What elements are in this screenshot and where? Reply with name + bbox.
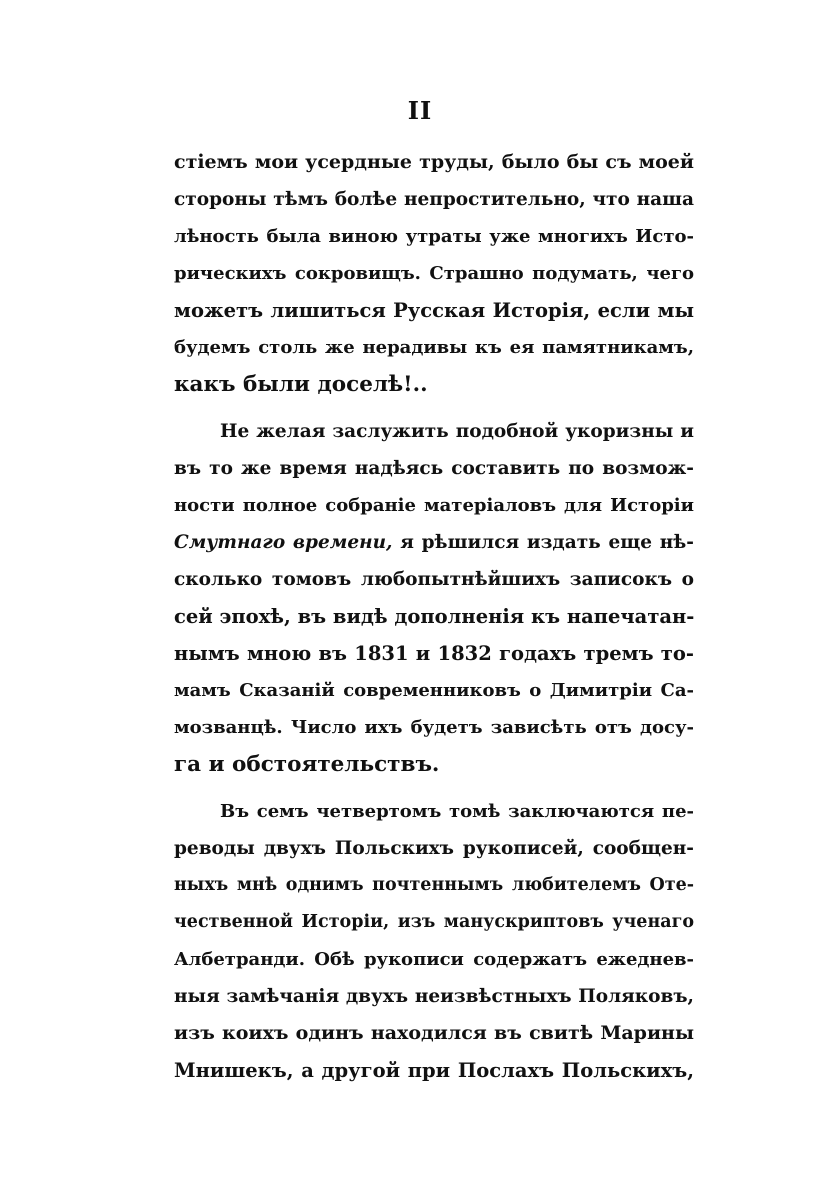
- text-line: га и обстоятельствъ.: [174, 752, 440, 777]
- text-line: ныхъ мнѣ однимъ почтеннымъ любителемъ Оте-: [174, 875, 694, 895]
- body-text: [174, 144, 694, 1089]
- text-line: мамъ Сказаній современниковъ о Димитріи Са-: [174, 680, 694, 701]
- text-line: Въ семъ четвертомъ томѣ заключаются пе-: [220, 801, 694, 822]
- text-line: чественной Исторіи, изъ манускриптовъ ученаго: [174, 912, 694, 932]
- text-line: Мнишекъ, а другой при Послахъ Польскихъ,: [174, 1059, 694, 1082]
- paragraph-2: [174, 413, 694, 783]
- text-line: изъ коихъ одинъ находился въ свитѣ Марины: [174, 1022, 694, 1044]
- text-line: нымъ мною въ 1831 и 1832 годахъ тремъ то-: [174, 642, 694, 665]
- text-line: Албетранди. Обѣ рукописи содержатъ ежеднев-: [174, 949, 694, 970]
- text-line: стіемъ мои усердные труды, было бы съ моей: [174, 151, 694, 173]
- text-line: мозванцѣ. Число ихъ будетъ зависѣть отъ досу-: [174, 717, 694, 738]
- text-line: будемъ столь же нерадивы къ ея памятникамъ,: [174, 337, 694, 358]
- page-number: II: [407, 96, 433, 125]
- text-line-mixed: [174, 524, 694, 561]
- paragraph-1: [174, 144, 694, 403]
- text-line: Не желая заслужить подобной укоризны и: [220, 421, 694, 442]
- text-line: лѣность была виною утраты уже многихъ Исто-: [174, 226, 694, 247]
- text-line: ныя замѣчанія двухъ неизвѣстныхъ Поляковъ,: [174, 986, 694, 1007]
- text-line: рическихъ сокровищъ. Страшно подумать, чего: [174, 263, 694, 284]
- text-line: ности полное собраніе матеріаловъ для Исторіи: [174, 495, 694, 516]
- paragraph-3: [174, 793, 694, 1089]
- text-line: въ то же время надѣясь составить по возмож-: [174, 458, 694, 479]
- text-span: я рѣшился издать еще нѣ-: [392, 532, 694, 553]
- text-line: стороны тѣмъ болѣе непростительно, что наша: [174, 189, 694, 210]
- text-line: сколько томовъ любопытнѣйшихъ записокъ о: [174, 569, 694, 590]
- text-line: какъ были доселѣ!..: [174, 372, 428, 397]
- text-line: сей эпохѣ, въ видѣ дополненія къ напечатан-: [174, 605, 695, 628]
- text-line: можетъ лишиться Русская Исторія, если мы: [174, 299, 694, 322]
- text-line: реводы двухъ Польскихъ рукописей, сообщен-: [174, 838, 694, 859]
- italic-title: Смутнаго времени,: [174, 532, 393, 553]
